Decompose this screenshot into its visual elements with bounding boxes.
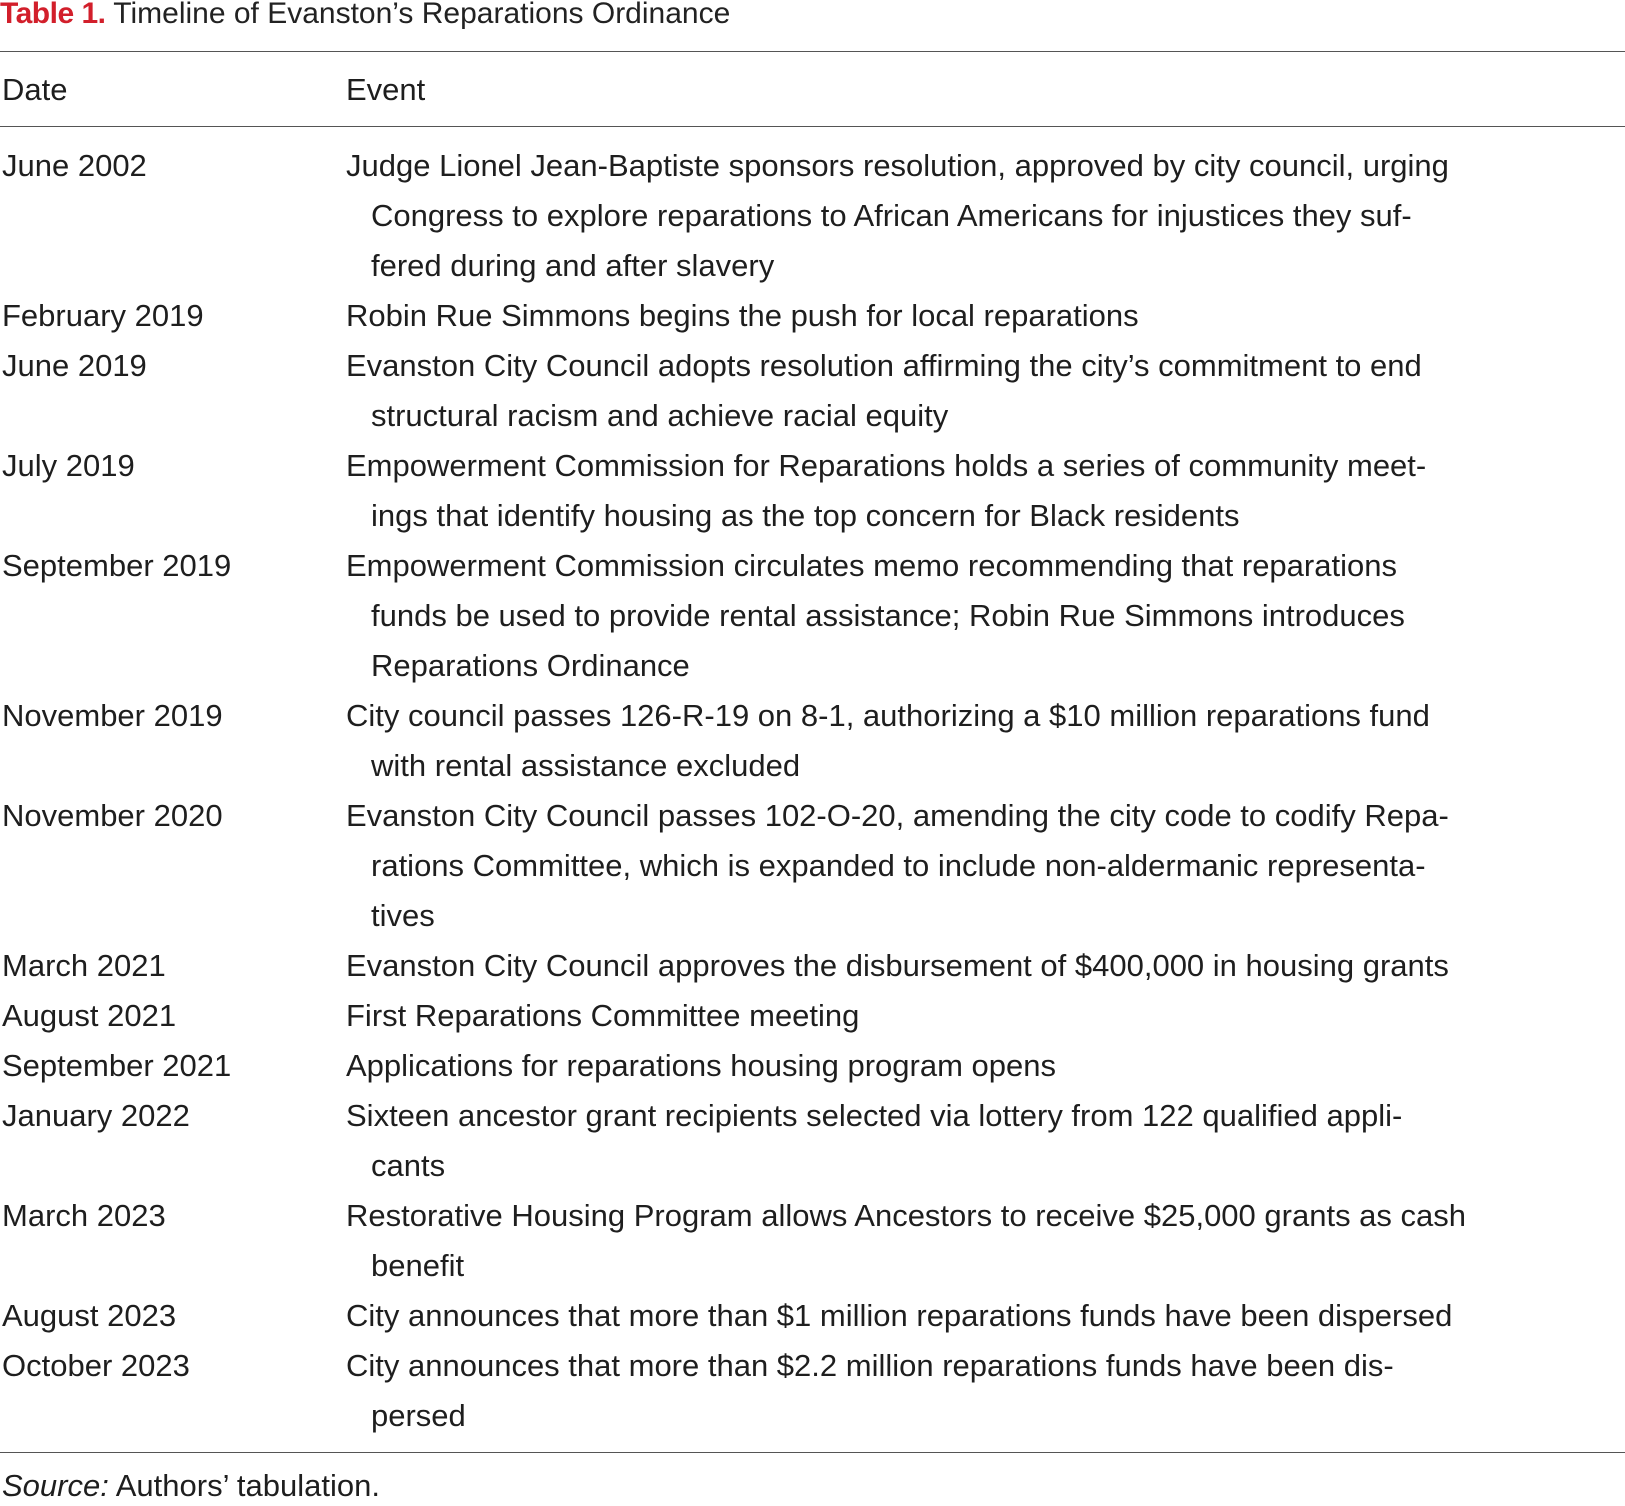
row-event: Evanston City Council approves the disbursement of $400,000 in housing grants (346, 948, 1449, 983)
table-row (0, 791, 1625, 941)
row-event: Empowerment Commission for Reparations holds a series of community meet- ings that identify housing as the top concern for Black residents (346, 448, 1427, 533)
row-event: Judge Lionel Jean-Baptiste sponsors resolution, approved by city council, urging Congress to explore reparations to African Americans for injustices they suf- fered during and after slavery (346, 148, 1449, 283)
table-row (0, 941, 1625, 991)
event-column-header: Event (346, 72, 426, 107)
table-row (0, 691, 1625, 791)
row-date: February 2019 (2, 298, 204, 333)
row-date: September 2021 (2, 1048, 232, 1083)
table-row (0, 291, 1625, 341)
row-event: Applications for reparations housing program opens (346, 1048, 1056, 1083)
row-event: City announces that more than $2.2 million reparations funds have been dis- persed (346, 1348, 1394, 1433)
source-note (2, 1466, 380, 1506)
table-row (0, 1041, 1625, 1091)
row-event: Sixteen ancestor grant recipients selected via lottery from 122 qualified appli- cants (346, 1098, 1403, 1183)
row-event: Empowerment Commission circulates memo recommending that reparations funds be used to provide rental assistance; Robin Rue Simmons introduces Reparations Ordinance (346, 548, 1405, 683)
table-body (0, 141, 1625, 1441)
date-column-header: Date (2, 72, 68, 107)
table-row (0, 441, 1625, 541)
row-date: July 2019 (2, 448, 135, 483)
table-row (0, 141, 1625, 291)
table-row (0, 991, 1625, 1041)
row-date: August 2023 (2, 1298, 177, 1333)
table-title: Timeline of Evanston’s Reparations Ordinance (113, 0, 731, 30)
row-date: November 2020 (2, 798, 223, 833)
row-event: Evanston City Council passes 102-O-20, amending the city code to codify Repa- rations Committee, which is expanded to include non-aldermanic representa- tives (346, 798, 1449, 933)
row-date: June 2019 (2, 348, 147, 383)
table-row (0, 1191, 1625, 1291)
table-row (0, 1341, 1625, 1441)
row-event: Restorative Housing Program allows Ancestors to receive $25,000 grants as cash benefit (346, 1198, 1467, 1283)
row-event: City announces that more than $1 million reparations funds have been dispersed (346, 1298, 1453, 1333)
row-date: January 2022 (2, 1098, 190, 1133)
row-date: June 2002 (2, 148, 147, 183)
row-date: August 2021 (2, 998, 177, 1033)
header-rule (0, 126, 1625, 127)
row-event: City council passes 126-R-19 on 8-1, authorizing a $10 million reparations fund with rental assistance excluded (346, 698, 1430, 783)
row-date: March 2021 (2, 948, 166, 983)
table-number-label: Table 1. (0, 0, 106, 30)
row-event: Evanston City Council adopts resolution affirming the city’s commitment to end structural racism and achieve racial equity (346, 348, 1422, 433)
source-label: Source: (2, 1468, 109, 1503)
row-event: First Reparations Committee meeting (346, 998, 860, 1033)
table-row (0, 1291, 1625, 1341)
source-text: Authors’ tabulation. (108, 1468, 380, 1503)
row-event: Robin Rue Simmons begins the push for local reparations (346, 298, 1139, 333)
table-row (0, 541, 1625, 691)
bottom-rule (0, 1452, 1625, 1453)
table-header (0, 68, 1625, 112)
top-rule (0, 51, 1625, 52)
row-date: March 2023 (2, 1198, 166, 1233)
table-row (0, 341, 1625, 441)
row-date: September 2019 (2, 548, 232, 583)
row-date: October 2023 (2, 1348, 190, 1383)
table-caption (0, 0, 730, 32)
row-date: November 2019 (2, 698, 223, 733)
table-row (0, 1091, 1625, 1191)
